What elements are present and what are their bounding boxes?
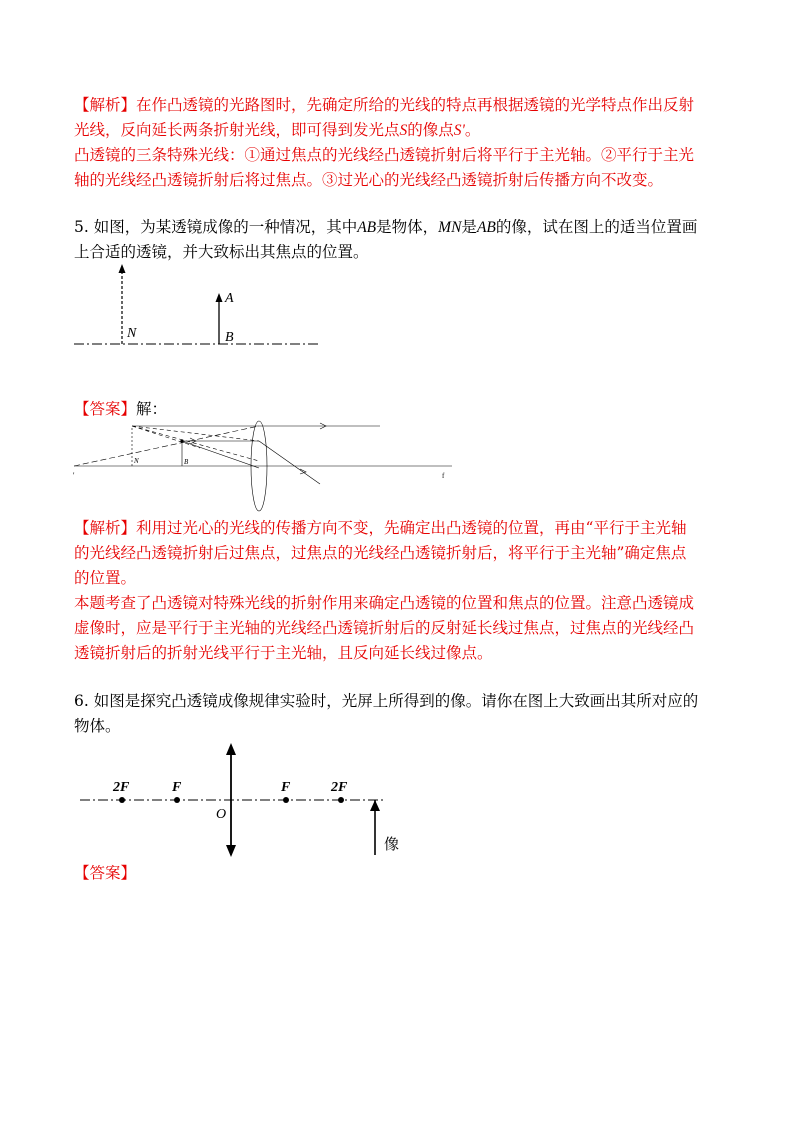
question-text: 5. 如图，为某透镜成像的一种情况，其中 <box>74 218 358 236</box>
analysis-line-2 <box>74 119 480 142</box>
label-2f-right: 2F <box>331 780 348 795</box>
analysis-text: 在作凸透镜的光路图时，先确定所给的光线的特点再根据透镜的光学特点作出反射 <box>136 96 695 114</box>
answer-jie: 解： <box>136 400 168 418</box>
answer-5-explain-line-1: 本题考查了凸透镜对特殊光线的折射作用来确定凸透镜的位置和焦点的位置。注意凸透镜成 <box>74 594 695 612</box>
analysis-text: 光线，反向延长两条折射光线，即可得到发光点 <box>74 121 400 139</box>
question-6-line-2: 物体。 <box>74 717 121 735</box>
question-5-figure <box>70 262 330 352</box>
object-arrowhead <box>216 293 223 302</box>
analysis-text: 的像点 <box>407 121 454 139</box>
analysis-line-1 <box>74 94 694 116</box>
analysis-label: 【解析】 <box>74 96 137 114</box>
focus-dot <box>283 797 289 803</box>
lens-top-arrow <box>226 743 236 755</box>
rules-line-2: 轴的光线经凸透镜折射后将过焦点。③过光心的光线经凸透镜折射后传播方向不改变。 <box>74 171 664 189</box>
lens-bottom-arrow <box>226 845 236 857</box>
focus-dot <box>180 439 183 442</box>
focus-dot <box>338 797 344 803</box>
answer-label: 【答案】 <box>74 400 137 418</box>
var-s: S <box>399 122 408 139</box>
var-mn: MN <box>438 219 462 236</box>
ray-back-ext-1 <box>132 426 259 441</box>
answer-5-figure <box>70 416 460 516</box>
answer-5-explain-line-3: 透镜折射后的折射光线平行于主光轴，且反向延长线过像点。 <box>74 644 493 662</box>
question-5-line-1 <box>74 216 697 239</box>
label-left-focus: ' <box>73 471 75 480</box>
image-arrowhead <box>119 264 126 273</box>
focus-dot <box>174 797 180 803</box>
rules-line-1: 凸透镜的三条特殊光线：①通过焦点的光线经凸透镜折射后将平行于主光轴。②平行于主光 <box>74 146 695 164</box>
label-n: N <box>134 457 139 465</box>
answer-6-header: 【答案】 <box>74 864 137 882</box>
analysis-label: 【解析】 <box>74 519 137 537</box>
question-6-line-1: 6. 如图是探究凸透镜成像规律实验时，光屏上所得到的像。请你在图上大致画出其所对应的 <box>74 692 699 710</box>
question-text: 是 <box>461 218 477 236</box>
ray-back-ext-2 <box>132 426 259 461</box>
ray-refracted <box>259 441 320 484</box>
label-o: O <box>216 807 227 822</box>
ray-back-ext-3 <box>74 426 259 466</box>
analysis-text: 利用过光心的光线的传播方向不变，先确定出凸透镜的位置，再由“平行于主光轴 <box>136 519 687 537</box>
question-6-figure <box>78 740 418 860</box>
label-a: A <box>225 291 234 306</box>
label-n: N <box>127 326 137 341</box>
var-ab: AB <box>476 219 496 236</box>
focus-dot <box>119 797 125 803</box>
answer-5-explain-line-2: 虚像时，应是平行于主光轴的光线经凸透镜折射后的反射延长线过焦点，过焦点的光线经凸 <box>74 619 695 637</box>
question-text: 是物体， <box>376 218 439 236</box>
label-image: 像 <box>384 837 400 853</box>
answer-5-analysis-line-1 <box>74 517 686 539</box>
label-2f-left: 2F <box>113 780 130 795</box>
label-b: B <box>225 330 234 345</box>
answer-5-analysis-line-3: 的位置。 <box>74 569 137 587</box>
answer-5-analysis-line-2: 的光线经凸透镜折射后过焦点，过焦点的光线经凸透镜折射后，将平行于主光轴”确定焦点 <box>74 544 687 562</box>
analysis-text: 。 <box>464 121 481 139</box>
image-arrowhead <box>370 800 380 811</box>
var-ab: AB <box>357 219 377 236</box>
ray-back-ext-4 <box>132 426 200 448</box>
ray-through-center <box>182 441 259 468</box>
label-f-right: F <box>281 780 291 795</box>
question-5-line-2: 上合适的透镜，并大致标出其焦点的位置。 <box>74 243 369 261</box>
question-text: 的像，试在图上的适当位置画 <box>495 218 698 236</box>
label-b: B <box>184 458 189 466</box>
label-right-focus: f <box>442 472 445 480</box>
var-s-prime: S' <box>453 122 465 139</box>
label-f-left: F <box>172 780 182 795</box>
